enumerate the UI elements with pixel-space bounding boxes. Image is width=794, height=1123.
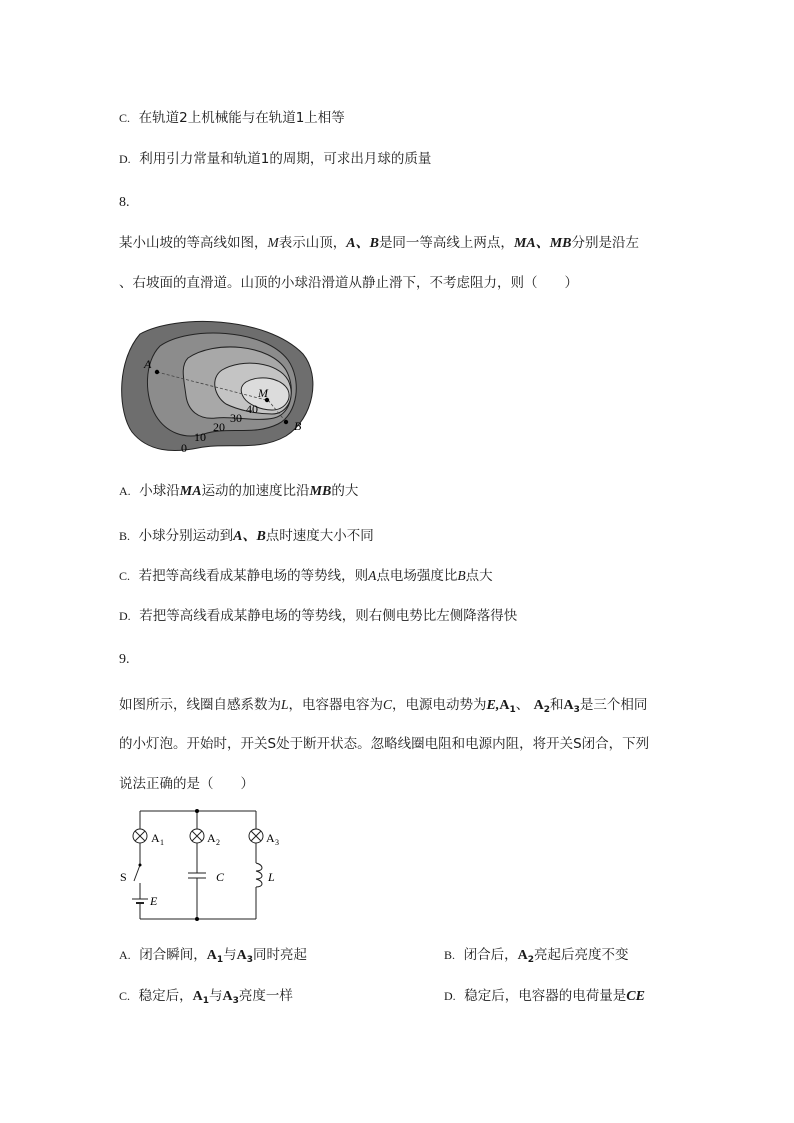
label-b: B — [294, 419, 302, 433]
contour-label-10: 10 — [194, 430, 206, 444]
option-text: 利用引力常量和轨道1的周期，可求出月球的质量 — [139, 151, 432, 167]
question-number-9: 9. — [119, 652, 130, 667]
contour-label-30: 30 — [230, 411, 242, 425]
q9-option-b: B. 闭合后，$A_2$亮起后亮度不变 — [444, 947, 629, 965]
switch-s-icon — [134, 865, 140, 881]
q8-option-c: C. 若把等高线看成某静电场的等势线，则A点电场强度比B点大 — [119, 568, 493, 584]
contour-label-20: 20 — [213, 420, 225, 434]
svg-text:3: 3 — [275, 838, 279, 847]
q9-option-d: D. 稳定后，电容器的电荷量是CE — [444, 988, 645, 1004]
option-letter: C. — [119, 111, 131, 125]
q9-option-a: A. 闭合瞬间，$A_1$与$A_3$同时亮起 — [119, 947, 308, 965]
circuit-diagram-figure — [118, 805, 288, 925]
svg-text:A: A — [151, 831, 160, 845]
svg-text:L: L — [268, 870, 275, 884]
contour-label-40: 40 — [246, 402, 258, 416]
q9-stem-line-1: 如图所示，线圈自感系数为L，电容器电容为C，电源电动势为$E,A_1$、 $A_2$和$A_3$是三个相同 — [119, 697, 648, 715]
option-text: 在轨道2上机械能与在轨道1上相等 — [138, 110, 345, 126]
q8-stem-line-1: 某小山坡的等高线如图，M表示山顶，A、B是同一等高线上两点，MA、MB分别是沿左 — [119, 235, 640, 251]
inductor-l-icon — [256, 863, 262, 887]
contour-map-figure — [118, 318, 318, 458]
q9-stem-line-3: 说法正确的是（ ） — [119, 776, 254, 792]
label-a: A — [144, 357, 152, 371]
point-b-dot — [284, 420, 288, 424]
svg-text:C: C — [216, 870, 225, 884]
q9-option-c: C. 稳定后，$A_1$与$A_3$亮度一样 — [119, 988, 293, 1006]
svg-text:2: 2 — [216, 838, 220, 847]
q7-option-d — [119, 149, 431, 169]
point-a-dot — [155, 370, 159, 374]
q8-option-d: D. 若把等高线看成某静电场的等势线，则右侧电势比左侧降落得快 — [119, 608, 518, 624]
q7-option-c — [119, 108, 345, 128]
svg-text:1: 1 — [160, 838, 164, 847]
question-number-8: 8. — [119, 195, 130, 210]
q8-option-b: B. 小球分别运动到A、B点时速度大小不同 — [119, 528, 374, 544]
svg-text:A: A — [266, 831, 275, 845]
label-m: M — [258, 386, 268, 400]
contour-label-0: 0 — [181, 441, 187, 455]
svg-text:A: A — [207, 831, 216, 845]
option-letter: D. — [119, 152, 131, 166]
q8-option-a: A. 小球沿MA运动的加速度比沿MB的大 — [119, 483, 359, 499]
svg-text:S: S — [120, 870, 127, 884]
svg-text:E: E — [150, 894, 158, 908]
q9-stem-line-2: 的小灯泡。开始时，开关S处于断开状态。忽略线圈电阻和电源内阻，将开关S闭合，下列 — [119, 736, 650, 752]
q8-stem-line-2: 、右坡面的直滑道。山顶的小球沿滑道从静止滑下，不考虑阻力，则（ ） — [119, 275, 578, 291]
